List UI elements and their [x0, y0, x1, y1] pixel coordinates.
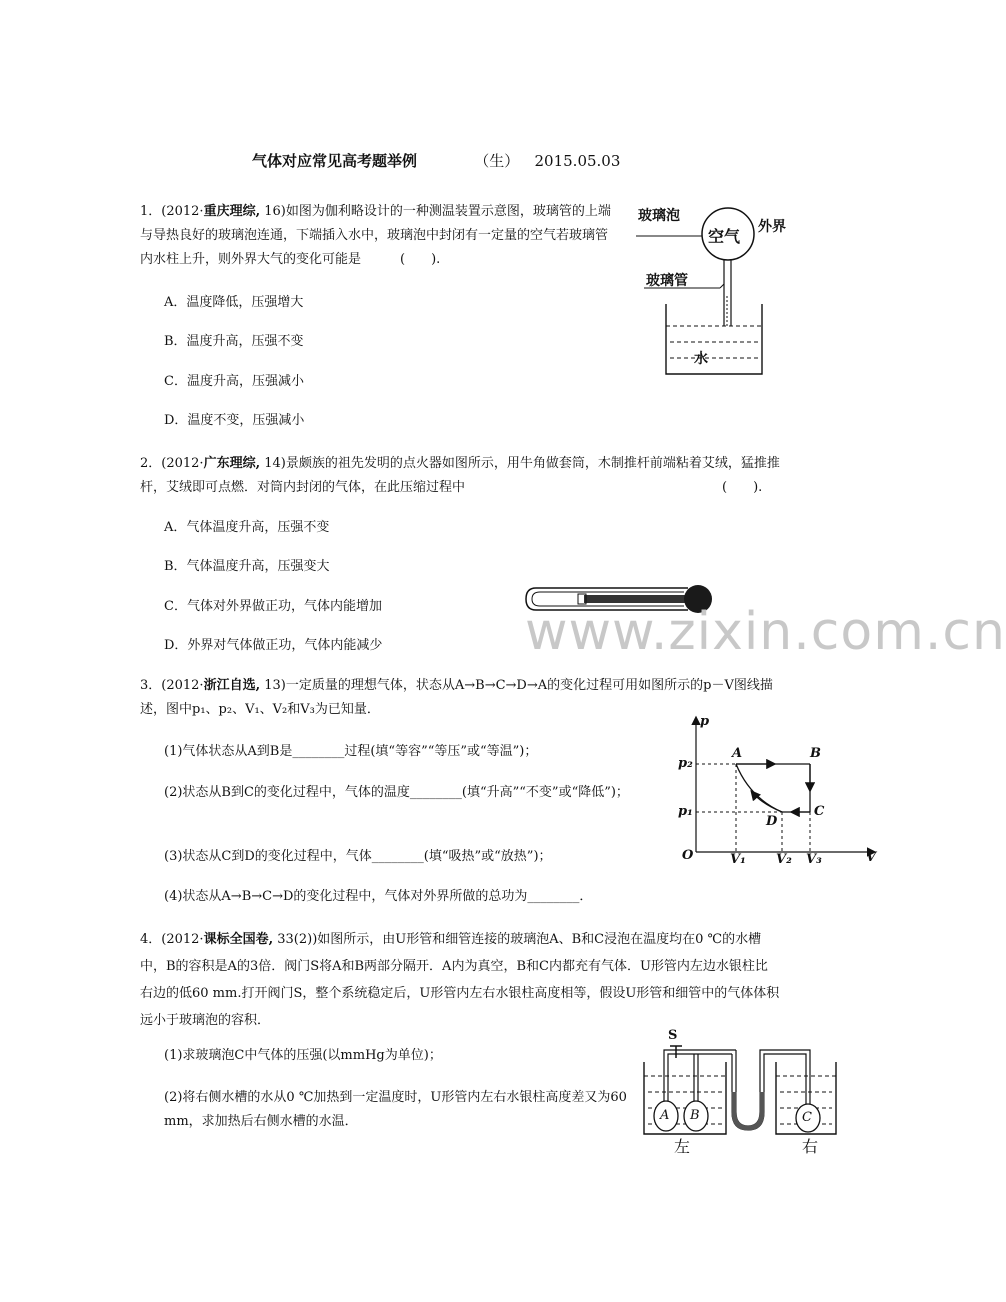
tick-v2: V₂: [776, 852, 792, 867]
watermark: www.zixin.com.cn: [525, 602, 1006, 662]
valve-label: S: [668, 1028, 678, 1043]
water-label: 水: [694, 351, 708, 367]
q2-paren: ( ).: [722, 480, 763, 495]
q3-part-3: (3)状态从C到D的变化过程中，气体________(填“吸热”或“放热”)；: [164, 849, 552, 864]
point-c: C: [814, 804, 825, 819]
q1-option-a: A．温度降低，压强增大: [164, 295, 304, 310]
chart-ylabel: p: [700, 714, 710, 729]
q1-option-c: C．温度升高，压强减小: [164, 374, 304, 389]
outside-label: 外界: [758, 219, 786, 235]
tube-label: 玻璃管: [646, 273, 688, 289]
q3-part-4: (4)状态从A→B→C→D的变化过程中，气体对外界所做的总功为________．: [164, 889, 593, 904]
left-label: 左: [674, 1137, 691, 1156]
pv-chart: [676, 712, 886, 872]
q4-part-2: (2)将右侧水槽的水从0 ℃加热到一定温度时，U形管内左右水银柱高度差又为60 mm，求加热后右侧水槽的水温．: [164, 1090, 627, 1129]
air-label: 空气: [708, 227, 741, 246]
question-1: 1．(2012·重庆理综, 16)如图为伽利略设计的一种测温装置示意图，玻璃管的上端与导热良好的玻璃泡连通，下端插入水中，玻璃泡中封闭有一定量的空气若玻璃管内水柱上升，则外界大气的变化可能是 ( ).: [140, 204, 611, 267]
tick-v1: V₁: [730, 852, 746, 867]
point-d: D: [766, 814, 778, 829]
point-a: A: [732, 746, 743, 761]
q2-option-b: B．气体温度升高，压强变大: [164, 559, 330, 574]
bulb-a-label: A: [660, 1108, 670, 1123]
q1-option-d: D．温度不变，压强减小: [164, 413, 305, 428]
tick-v3: V₃: [806, 852, 822, 867]
q1-option-b: B．温度升高，压强不变: [164, 334, 304, 349]
q2-option-c: C．气体对外界做正功，气体内能增加: [164, 599, 382, 614]
point-b: B: [810, 746, 821, 761]
q2-option-a: A．气体温度升高，压强不变: [164, 520, 330, 535]
chart-xlabel: V: [866, 850, 877, 865]
q2-option-d: D．外界对气体做正功，气体内能减少: [164, 638, 383, 653]
question-2: 2．(2012·广东理综, 14)景颇族的祖先发明的点火器如图所示，用牛角做套筒，木制推杆前端粘着艾绒，猛推推杆，艾绒即可点燃．对筒内封闭的气体，在此压缩过程中: [140, 456, 780, 495]
page-title: 气体对应常见高考题举例 （生） 2015.05.03: [252, 152, 621, 170]
process-da: [736, 764, 782, 812]
chart-origin: O: [682, 848, 694, 863]
bulb-b-label: B: [690, 1108, 700, 1123]
right-label: 右: [802, 1137, 819, 1156]
tick-p2: p₂: [678, 756, 693, 771]
q3-part-2: (2)状态从B到C的变化过程中，气体的温度________(填“升高”“不变”或“降低”)；: [164, 785, 629, 800]
q3-part-1: (1)气体状态从A到B是________过程(填“等容”“等压”或“等温”)；: [164, 744, 538, 759]
question-3: 3．(2012·浙江自选, 13)一定质量的理想气体，状态从A→B→C→D→A的变化过程可用如图所示的p－V图线描述，图中p₁、p₂、V₁、V₂和V₃为已知量．: [140, 678, 773, 717]
bulb-c-label: C: [802, 1110, 812, 1125]
question-4: 4．(2012·课标全国卷, 33(2))如图所示，由U形管和细管连接的玻璃泡A、B和C浸泡在温度均在0 ℃的水槽中，B的容积是A的3倍．阀门S将A和B两部分隔开．A内为真空，B和C内都充有气体．U形管内左边水银柱比右边的低60 mm.打开阀门S，整个系统稳定后，U形管内左右水银柱高度相等，假设U形管和细管中的气体体积远小于玻璃泡的容积．: [140, 932, 780, 1028]
bulb-label: 玻璃泡: [638, 208, 680, 224]
tick-p1: p₁: [678, 804, 693, 819]
q4-part-1: (1)求玻璃泡C中气体的压强(以mmHg为单位)；: [164, 1048, 442, 1063]
